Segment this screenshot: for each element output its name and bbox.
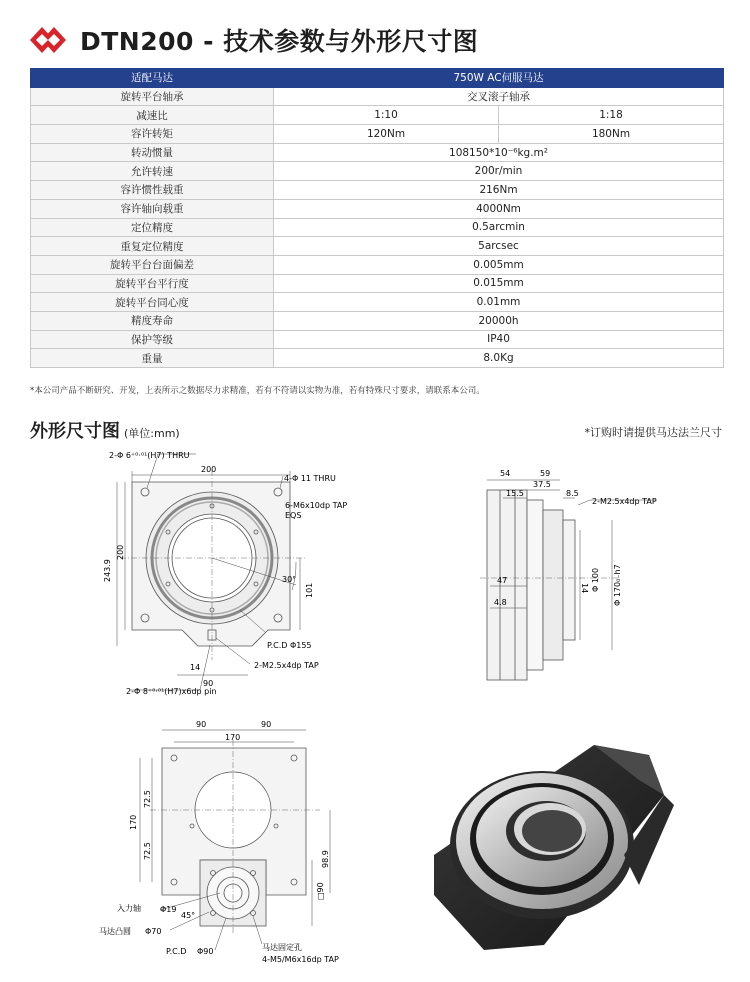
row-label: 重量 bbox=[31, 349, 274, 368]
row-value: 0.015mm bbox=[274, 274, 724, 293]
spec-table bbox=[30, 68, 724, 368]
dim-90a: 90 bbox=[196, 720, 207, 729]
table-row bbox=[31, 143, 724, 162]
label-side-2m25: 2-M2.5x4dp TAP bbox=[592, 497, 657, 506]
dim-200-side: 200 bbox=[116, 544, 125, 560]
table-header-row bbox=[31, 69, 724, 88]
dim-101: 101 bbox=[305, 582, 314, 598]
dim-90b: 90 bbox=[261, 720, 272, 729]
row-label: 旋转平台平行度 bbox=[31, 274, 274, 293]
dim-155: 15.5 bbox=[506, 489, 524, 498]
dim-170v: 170 bbox=[129, 814, 138, 830]
row-value-b: 1:18 bbox=[499, 106, 724, 125]
row-value-b: 180Nm bbox=[499, 125, 724, 144]
label-2m25: 2-M2.5x4dp TAP bbox=[254, 661, 319, 670]
dim-989: 98.9 bbox=[321, 850, 330, 868]
label-2phi8: 2-Φ 8⁺⁰·⁰¹(H7)x6dp pin bbox=[126, 687, 217, 696]
footnote: *本公司产品不断研究、开发，上表所示之数据尽力求精准，若有不符请以实物为准，若有特殊尺寸要求，请联系本公司。 bbox=[30, 386, 485, 396]
table-row bbox=[31, 162, 724, 181]
dim-phi170: Φ 170₀₋h7 bbox=[613, 564, 622, 606]
row-label: 允许转速 bbox=[31, 162, 274, 181]
dim-243: 243.9 bbox=[103, 559, 112, 582]
table-row bbox=[31, 87, 724, 106]
page-header bbox=[30, 20, 478, 60]
row-value-a: 1:10 bbox=[274, 106, 499, 125]
brand-logo-icon bbox=[30, 25, 66, 55]
row-label: 容许转矩 bbox=[31, 125, 274, 144]
dim-47: 47 bbox=[497, 576, 508, 585]
row-label: 容许惯性载重 bbox=[31, 181, 274, 200]
label-input-shaft: 入力轴 bbox=[117, 904, 141, 913]
dim-sq90: □90 bbox=[316, 882, 325, 900]
dim-30: 30° bbox=[282, 575, 297, 584]
table-row bbox=[31, 349, 724, 368]
dim-14: 14 bbox=[190, 663, 201, 672]
table-row bbox=[31, 330, 724, 349]
row-value: 108150*10⁻⁶kg.m² bbox=[274, 143, 724, 162]
front-view-drawing bbox=[96, 444, 356, 700]
dim-85: 8.5 bbox=[566, 489, 579, 498]
dim-90: 90 bbox=[203, 679, 214, 688]
side-view-drawing bbox=[478, 458, 680, 690]
section-title bbox=[30, 417, 180, 443]
row-label: 旋转平台轴承 bbox=[31, 87, 274, 106]
row-value: 0.01mm bbox=[274, 293, 724, 312]
row-value: 0.005mm bbox=[274, 255, 724, 274]
row-label: 转动惯量 bbox=[31, 143, 274, 162]
table-row bbox=[31, 274, 724, 293]
row-value: 216Nm bbox=[274, 181, 724, 200]
value-pcd: Φ90 bbox=[197, 947, 214, 956]
label-motor-holes: 马达固定孔 bbox=[262, 943, 302, 952]
row-label: 保护等级 bbox=[31, 330, 274, 349]
value-motor-boss: Φ70 bbox=[145, 927, 162, 936]
dim-59: 59 bbox=[540, 469, 551, 478]
table-header-value: 750W AC伺服马达 bbox=[274, 69, 724, 88]
dim-side-14: 14 bbox=[580, 583, 589, 594]
row-label: 减速比 bbox=[31, 106, 274, 125]
dim-phi100: Φ 100 bbox=[591, 567, 600, 592]
table-header-label: 适配马达 bbox=[31, 69, 274, 88]
label-eqs: EQS bbox=[285, 511, 302, 520]
value-motor-holes: 4-M5/M6x16dp TAP bbox=[262, 955, 339, 964]
section-unit: (单位:mm) bbox=[124, 427, 180, 440]
dim-375: 37.5 bbox=[533, 480, 551, 489]
row-value: 5arcsec bbox=[274, 237, 724, 256]
dim-170: 170 bbox=[225, 733, 241, 742]
table-row bbox=[31, 125, 724, 144]
table-row bbox=[31, 255, 724, 274]
product-photo bbox=[424, 735, 724, 955]
dim-48: 4.8 bbox=[494, 598, 507, 607]
label-motor-boss: 马达凸圆 bbox=[99, 927, 131, 936]
label-2phi6: 2-Φ 6⁺⁰·⁰¹(H7) THRU bbox=[109, 451, 190, 460]
section-title-text: 外形尺寸图 bbox=[30, 421, 120, 442]
row-value: 20000h bbox=[274, 311, 724, 330]
row-label: 重复定位精度 bbox=[31, 237, 274, 256]
label-4phi11: 4-Φ 11 THRU bbox=[284, 474, 336, 483]
row-label: 定位精度 bbox=[31, 218, 274, 237]
table-row bbox=[31, 199, 724, 218]
row-label: 旋转平台同心度 bbox=[31, 293, 274, 312]
bottom-view-drawing bbox=[90, 714, 370, 974]
table-row bbox=[31, 311, 724, 330]
dim-200-top: 200 bbox=[201, 465, 217, 474]
dim-45: 45° bbox=[181, 911, 196, 920]
dim-725a: 72.5 bbox=[143, 790, 152, 808]
value-input-shaft: Φ19 bbox=[160, 905, 177, 914]
label-pcd155: P.C.D Φ155 bbox=[267, 641, 312, 650]
label-pcd: P.C.D bbox=[166, 947, 187, 956]
table-row bbox=[31, 293, 724, 312]
row-label: 容许轴向载重 bbox=[31, 199, 274, 218]
row-label: 旋转平台台面偏差 bbox=[31, 255, 274, 274]
row-label: 精度寿命 bbox=[31, 311, 274, 330]
table-row bbox=[31, 237, 724, 256]
section-note: *订购时请提供马达法兰尺寸 bbox=[584, 426, 722, 439]
dim-54: 54 bbox=[500, 469, 511, 478]
dim-725b: 72.5 bbox=[143, 842, 152, 860]
table-row bbox=[31, 106, 724, 125]
table-row bbox=[31, 181, 724, 200]
label-6m6: 6-M6x10dp TAP bbox=[285, 501, 348, 510]
row-value: 交叉滚子轴承 bbox=[274, 87, 724, 106]
row-value: IP40 bbox=[274, 330, 724, 349]
table-row bbox=[31, 218, 724, 237]
row-value: 4000Nm bbox=[274, 199, 724, 218]
row-value: 200r/min bbox=[274, 162, 724, 181]
row-value: 0.5arcmin bbox=[274, 218, 724, 237]
row-value: 8.0Kg bbox=[274, 349, 724, 368]
page-title: DTN200 - 技术参数与外形尺寸图 bbox=[80, 27, 479, 56]
row-value-a: 120Nm bbox=[274, 125, 499, 144]
